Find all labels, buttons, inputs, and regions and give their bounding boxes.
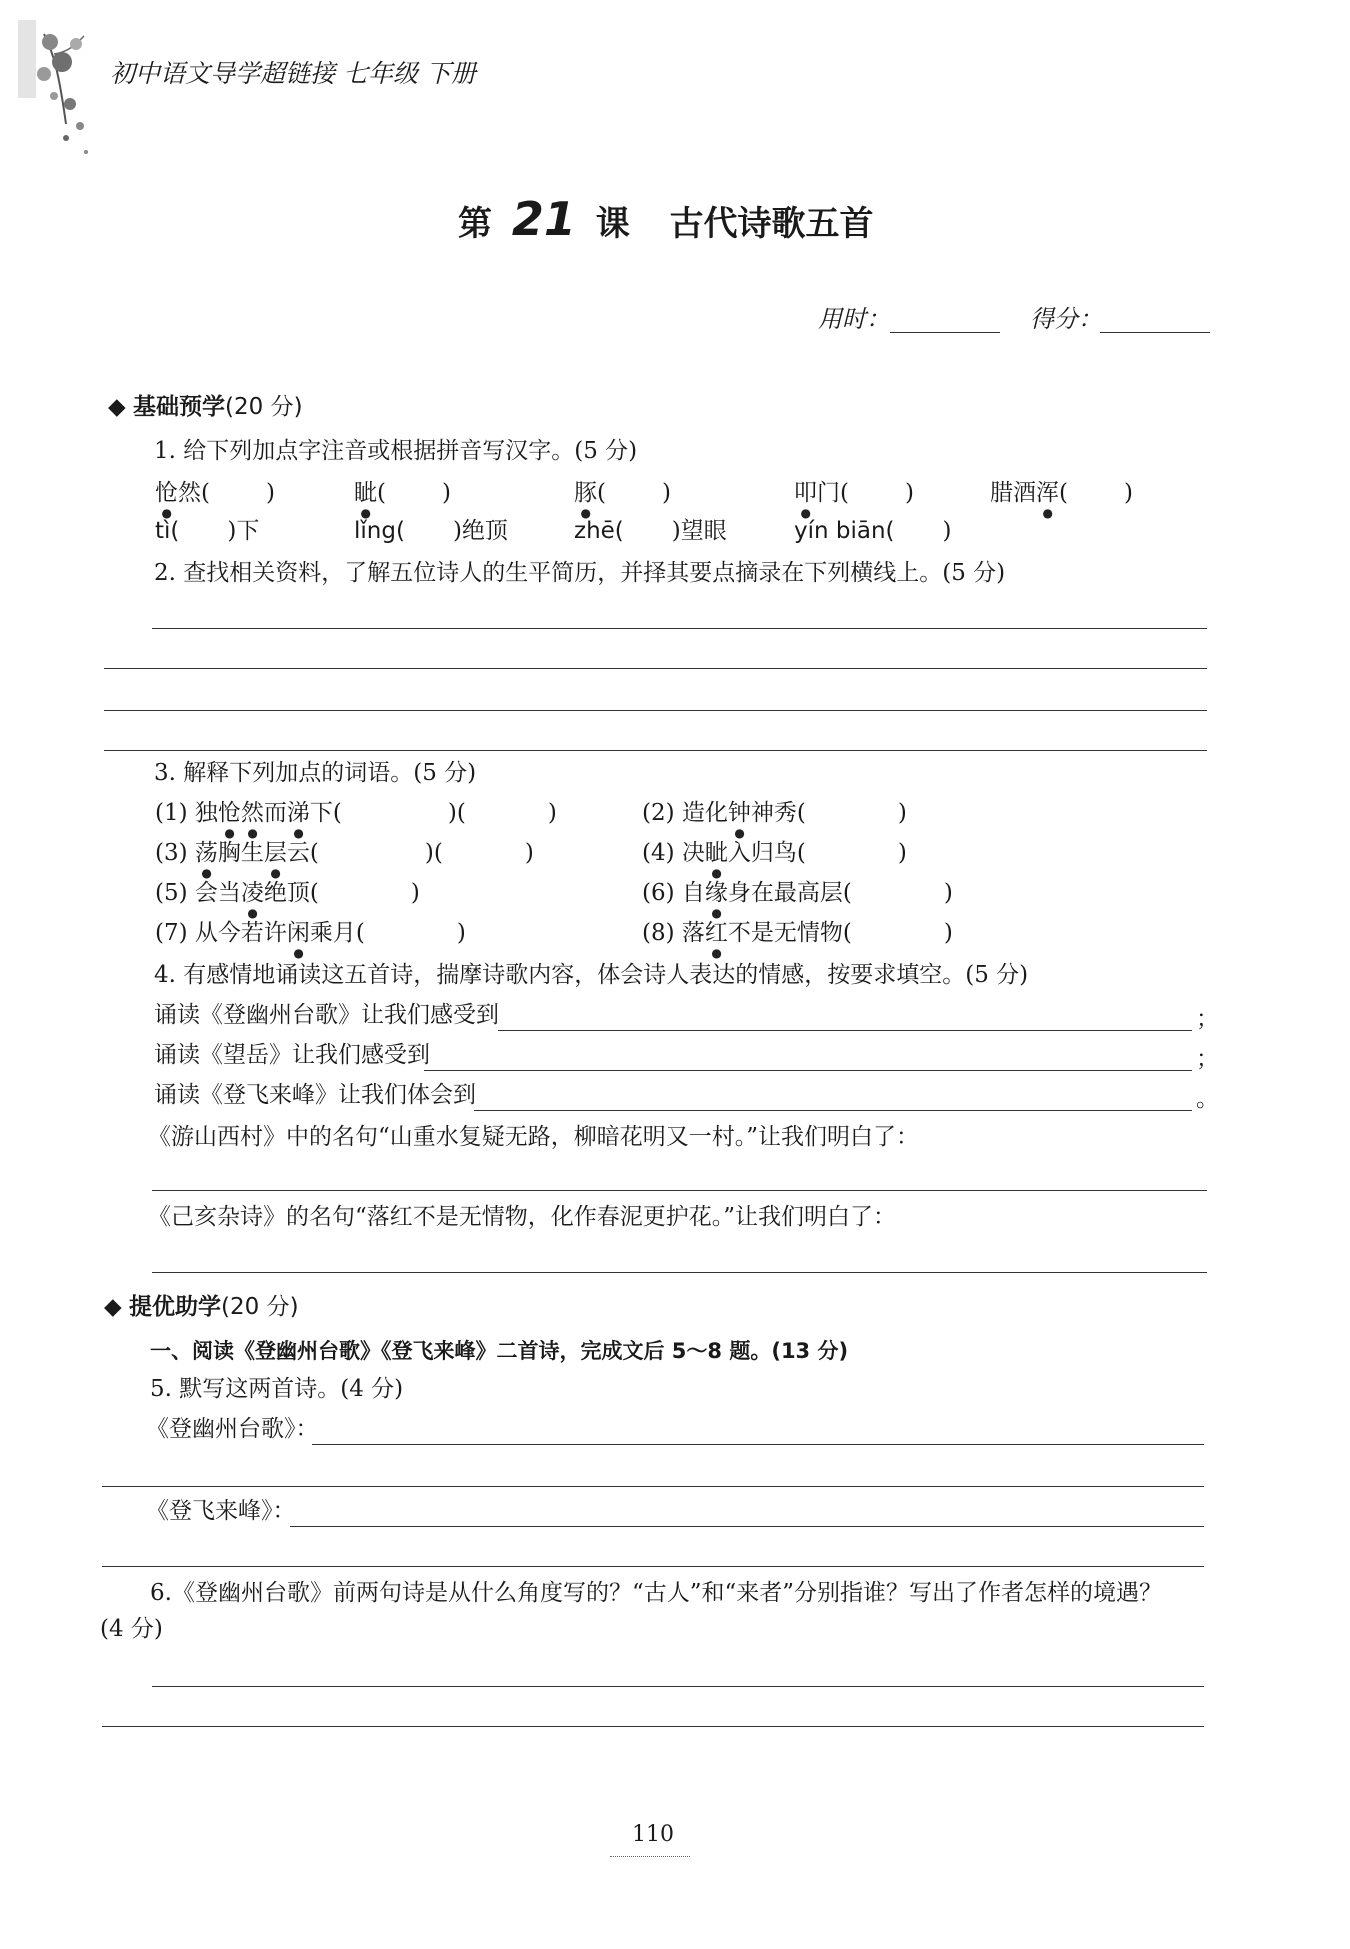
section-advanced-name: 提优助学 [129, 1294, 222, 1320]
q3-item: (1) 独怆然而涕下( )( ) [155, 800, 557, 826]
q4-prompt-2: 诵读《望岳》让我们感受到 [154, 1042, 430, 1068]
score-label: 得分： [1030, 305, 1102, 333]
page-number-rule [610, 1856, 690, 1857]
section-basic [108, 388, 303, 421]
q5-answer-a-2[interactable] [102, 1486, 1204, 1487]
q4-period: 。 [1196, 1086, 1219, 1112]
q5-poem-b: 《登飞来峰》： [146, 1498, 296, 1524]
q4-prompt-4: 《游山西村》中的名句“山重水复疑无路，柳暗花明又一村。”让我们明白了： [148, 1124, 920, 1150]
q4-label: 4. 有感情地诵读这五首诗，揣摩诗歌内容，体会诗人表达的情感，按要求填空。(5 分) [154, 962, 1029, 988]
q3-item: (7) 从今若许闲乘月( ) [155, 920, 466, 946]
q2-answer-line[interactable] [104, 710, 1207, 711]
q3-item: (3) 荡胸生层云( )( ) [155, 840, 534, 866]
q3-label: 3. 解释下列加点的词语。(5 分) [154, 760, 477, 786]
q1-pinyin-item: tì( )下 [155, 518, 260, 544]
q5-poem-a: 《登幽州台歌》： [146, 1416, 319, 1442]
q4-prompt-1: 诵读《登幽州台歌》让我们感受到 [154, 1002, 499, 1028]
q6-points: (4 分) [100, 1616, 163, 1642]
q1-item: 怆然( ) [155, 480, 275, 506]
q5-answer-b[interactable] [290, 1526, 1204, 1527]
q1-item: 叩门( ) [794, 480, 914, 506]
title-suffix: 课 [595, 204, 630, 244]
diamond-icon: ◆ [104, 1294, 122, 1320]
book-header: 初中语文导学超链接 七年级 下册 [110, 59, 476, 88]
q4-semicolon: ； [1196, 1006, 1219, 1032]
q3-item: (6) 自缘身在最高层( ) [642, 880, 953, 906]
q6-label: 6.《登幽州台歌》前两句诗是从什么角度写的？“古人”和“来者”分别指谁？写出了作者怎样的境遇？ [150, 1580, 1162, 1606]
part1-label: 一、阅读《登幽州台歌》《登飞来峰》二首诗，完成文后 5～8 题。(13 分) [150, 1339, 849, 1363]
section-basic-name: 基础预学 [133, 394, 226, 420]
q1-item: 豚( ) [574, 480, 671, 506]
q5-label: 5. 默写这两首诗。(4 分) [150, 1376, 404, 1402]
q3-item: (8) 落红不是无情物( ) [642, 920, 953, 946]
title-number: 21 [511, 192, 576, 246]
q2-label: 2. 查找相关资料，了解五位诗人的生平简历，并择其要点摘录在下列横线上。(5 分) [154, 560, 1006, 586]
q6-answer-line[interactable] [152, 1686, 1204, 1687]
section-advanced [104, 1288, 299, 1321]
q1-label: 1. 给下列加点字注音或根据拼音写汉字。(5 分) [154, 438, 638, 464]
q4-answer-3[interactable] [474, 1110, 1192, 1111]
lesson-title [458, 192, 874, 246]
q4-answer-4[interactable] [152, 1190, 1207, 1191]
q6-answer-line[interactable] [102, 1726, 1204, 1727]
section-advanced-points: (20 分) [221, 1294, 299, 1320]
q4-prompt-5: 《己亥杂诗》的名句“落红不是无情物，化作春泥更护花。”让我们明白了： [148, 1204, 897, 1230]
q2-answer-line[interactable] [152, 628, 1207, 629]
title-name: 古代诗歌五首 [669, 204, 874, 244]
q2-answer-line[interactable] [104, 668, 1207, 669]
diamond-icon: ◆ [108, 394, 126, 420]
q5-answer-b-2[interactable] [102, 1566, 1204, 1567]
q5-answer-a[interactable] [312, 1444, 1204, 1445]
q3-item: (5) 会当凌绝顶( ) [155, 880, 420, 906]
q1-item: 腊酒浑( ) [990, 480, 1133, 506]
page-number: 110 [632, 1822, 674, 1847]
q1-item: 眦( ) [354, 480, 451, 506]
q4-prompt-3: 诵读《登飞来峰》让我们体会到 [154, 1082, 476, 1108]
q1-pinyin-item: lǐng( )绝顶 [354, 518, 508, 544]
q4-answer-5[interactable] [152, 1272, 1207, 1273]
score-field[interactable] [1100, 332, 1210, 333]
q3-item: (2) 造化钟神秀( ) [642, 800, 907, 826]
q4-semicolon: ； [1196, 1046, 1219, 1072]
q1-pinyin-item: zhē( )望眼 [574, 518, 727, 544]
q4-answer-2[interactable] [424, 1070, 1192, 1071]
flower-decoration-icon [14, 14, 100, 154]
q3-item: (4) 决眦入归鸟( ) [642, 840, 907, 866]
section-basic-points: (20 分) [225, 394, 303, 420]
time-label: 用时： [818, 305, 890, 333]
q2-answer-line[interactable] [104, 750, 1207, 751]
title-prefix: 第 [458, 204, 492, 244]
q1-pinyin-item: yín biān( ) [794, 518, 952, 544]
q4-answer-1[interactable] [498, 1030, 1192, 1031]
time-field[interactable] [890, 332, 1000, 333]
